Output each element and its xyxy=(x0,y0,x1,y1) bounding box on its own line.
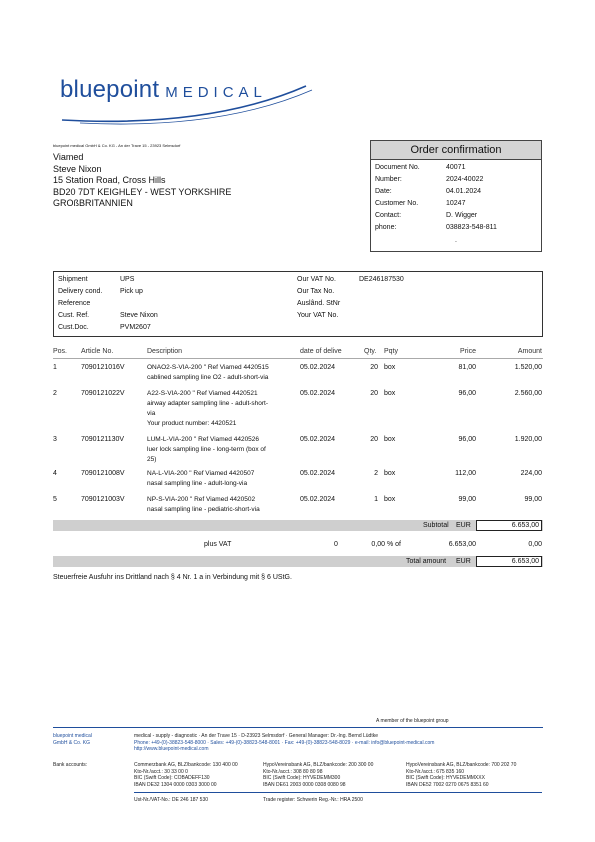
row-article: 7090121003V xyxy=(81,496,125,503)
desc-line: ONAO2-S-VIA-200 " Ref Viamed 4420515 xyxy=(147,364,269,371)
company-line: GmbH & Co. KG xyxy=(53,739,90,746)
footer-company xyxy=(53,733,92,746)
row-price: 96,00 xyxy=(458,436,476,443)
footer-web-link[interactable]: http://www.bluepoint-medical.com xyxy=(134,746,209,752)
row-description xyxy=(147,389,297,429)
row-date: 05.02.2024 xyxy=(300,470,336,477)
shipping-info-box xyxy=(53,271,543,337)
row-article: 7090121022V xyxy=(81,390,125,397)
header-divider xyxy=(53,358,543,359)
vat-code: 0 xyxy=(334,541,338,548)
bank-account-1 xyxy=(134,762,238,788)
bank-line: Kto-Nr./acct.: 30 33 00 0 xyxy=(134,768,188,775)
field-label: Document No. xyxy=(375,164,420,171)
row-description xyxy=(147,363,297,383)
row-unit: box xyxy=(384,390,396,397)
footer-contact xyxy=(134,733,434,753)
bank-line: Kto-Nr./acct.: 308 80 80 98 xyxy=(263,768,323,775)
field-label: Contact: xyxy=(375,212,402,219)
row-amount: 1.920,00 xyxy=(514,436,542,443)
bank-accounts-label: Bank accounts: xyxy=(53,762,88,768)
desc-line: Your product number: 4420521 xyxy=(147,420,237,427)
bank-account-2 xyxy=(263,762,373,788)
desc-line: NA-L-VIA-200 " Ref Viamed 4420507 xyxy=(147,470,255,477)
shipment-value: UPS xyxy=(120,276,135,283)
bank-line: HypoVereinsbank AG, BLZ/bankcode: 200 300 00 xyxy=(263,762,374,768)
bank-account-3 xyxy=(406,762,516,788)
row-amount: 99,00 xyxy=(524,496,542,503)
company-line: bluepoint medical xyxy=(53,733,92,739)
our-vat-value: DE246187530 xyxy=(359,276,404,283)
desc-line: airway adapter sampling line - adult-short- xyxy=(147,400,269,407)
order-field xyxy=(375,176,483,183)
desc-line: nasal sampling line - adult-long-via xyxy=(147,480,248,487)
shipment-label: Shipment xyxy=(58,276,88,283)
delivery-cond-value: Pick up xyxy=(120,288,143,295)
col-header-pqty: Pqty xyxy=(384,348,399,355)
recipient-address xyxy=(53,152,231,210)
row-qty: 20 xyxy=(370,364,378,371)
order-field xyxy=(375,224,497,231)
row-date: 05.02.2024 xyxy=(300,436,336,443)
row-description xyxy=(147,469,297,489)
delivery-cond-label: Delivery cond. xyxy=(58,288,103,295)
desc-line: luer lock sampling line - long-term (box of xyxy=(147,446,266,453)
row-unit: box xyxy=(384,470,396,477)
field-label: Number: xyxy=(375,176,402,183)
row-date: 05.02.2024 xyxy=(300,364,336,371)
bank-line: Kto-Nr./acct.: 675 835 160 xyxy=(406,768,465,775)
sender-line: bluepoint medical GmbH & Co. KG - An der Trave 15 - 23923 Selmsdorf xyxy=(53,143,181,148)
total-label: Total amount xyxy=(406,558,447,565)
field-value: 2024-40022 xyxy=(446,176,484,183)
row-qty: 20 xyxy=(370,436,378,443)
row-date: 05.02.2024 xyxy=(300,496,336,503)
field-value: 10247 xyxy=(446,200,466,207)
bank-line: BIC (Swift Code): COBADEFF130 xyxy=(134,775,210,781)
vat-label: plus VAT xyxy=(204,541,232,548)
desc-line: via xyxy=(147,410,156,417)
desc-line: cablined sampling line O2 - adult-short-via xyxy=(147,374,269,381)
row-pos: 1 xyxy=(53,364,57,371)
desc-line: LUM-L-VIA-200 " Ref Viamed 4420526 xyxy=(147,436,260,443)
col-header-pos: Pos. xyxy=(53,348,68,355)
row-description xyxy=(147,435,297,465)
field-value: 038823-548-811 xyxy=(446,224,497,231)
desc-line: NP-S-VIA-200 " Ref Viamed 4420502 xyxy=(147,496,256,503)
vat-rate: 0,00 % of xyxy=(371,541,401,548)
row-qty: 1 xyxy=(374,496,378,503)
col-header-qty: Qty. xyxy=(364,348,377,355)
cust-doc-value: PVM2607 xyxy=(120,324,151,331)
recipient-line: BD20 7DT KEIGHLEY - WEST YORKSHIRE xyxy=(53,186,232,197)
recipient-line: GROßBRITANNIEN xyxy=(53,198,133,208)
row-qty: 2 xyxy=(374,470,378,477)
subtotal-value: 6.653,00 xyxy=(476,520,542,531)
row-pos: 2 xyxy=(53,390,57,397)
desc-line: nasal sampling line - pediatric-short-via xyxy=(147,506,260,513)
company-logo xyxy=(60,76,320,126)
field-value: D. Wigger xyxy=(446,212,478,219)
brand-name: bluepoint xyxy=(60,76,160,103)
row-article: 7090121008V xyxy=(81,470,125,477)
row-amount: 224,00 xyxy=(520,470,542,477)
bank-line: IBAN DE32 1304 0000 0303 3000 00 xyxy=(134,781,217,788)
field-label: Customer No. xyxy=(375,200,419,207)
order-field xyxy=(375,188,481,195)
field-label: Date: xyxy=(375,188,392,195)
reference-label: Reference xyxy=(58,300,91,307)
bank-line: HypoVereinsbank AG, BLZ/bankcode: 700 202 70 xyxy=(406,762,517,768)
row-amount: 2.560,00 xyxy=(514,390,542,397)
row-pos: 3 xyxy=(53,436,57,443)
vat-amount: 0,00 xyxy=(528,541,542,548)
col-header-article: Article No. xyxy=(81,348,114,355)
row-unit: box xyxy=(384,496,396,503)
bank-line: BIC (Swift Code): HYVEDEMM300 xyxy=(263,775,341,781)
logo-text xyxy=(60,76,267,104)
cust-ref-label: Cust. Ref. xyxy=(58,312,90,319)
cust-ref-value: Steve Nixon xyxy=(120,312,158,319)
desc-line: 25) xyxy=(147,456,157,463)
bank-line: Commerzbank AG, BLZ/bankcode: 130 400 00 xyxy=(134,762,238,768)
our-tax-label: Our Tax No. xyxy=(297,288,335,295)
row-article: 7090121016V xyxy=(81,364,125,371)
field-value: 40071 xyxy=(446,164,466,171)
total-value: 6.653,00 xyxy=(476,556,542,567)
row-unit: box xyxy=(384,364,396,371)
subtotal-label: Subtotal xyxy=(423,522,449,529)
total-currency: EUR xyxy=(456,558,471,565)
order-field xyxy=(375,200,465,207)
row-price: 99,00 xyxy=(458,496,476,503)
field-value: 04.01.2024 xyxy=(446,188,482,195)
trade-register: Trade register: Schwerin Reg.-Nr.: HRA 2500 xyxy=(263,797,363,803)
row-pos: 4 xyxy=(53,470,57,477)
footer-phone: Phone: +49-(0)-38823-548-8000 · Sales: +49-(0)-38823-548-8001 · Fax: +49-(0)-38823-548-8029 · e-mail: info@bluepoint-medical.com xyxy=(134,739,435,746)
recipient-line: Viamed xyxy=(53,152,84,162)
row-article: 7090121130V xyxy=(81,436,125,443)
col-header-description: Description xyxy=(147,348,183,355)
bank-line: IBAN DE52 7002 0270 0675 8351 60 xyxy=(406,781,489,788)
tax-note: Steuerfreie Ausfuhr ins Drittland nach § 4 Nr. 1 a in Verbindung mit § 6 UStG. xyxy=(53,574,292,581)
row-qty: 20 xyxy=(370,390,378,397)
vat-base: 6.653,00 xyxy=(448,541,476,548)
footer-top-rule xyxy=(53,727,543,728)
group-membership: A member of the bluepoint group xyxy=(376,718,449,724)
row-unit: box xyxy=(384,436,396,443)
bank-line: IBAN DE61 2003 0000 0308 0080 98 xyxy=(263,781,346,788)
footer-address: medical - supply - diagnostic · An der Trave 15 · D-23923 Selmsdorf · General Manager: Dr.-Ing. Bernd Lüdtke xyxy=(134,733,379,739)
col-header-price: Price xyxy=(460,348,476,355)
order-field xyxy=(375,212,477,219)
col-header-amount: Amount xyxy=(517,348,542,355)
recipient-line: 15 Station Road, Cross Hills xyxy=(53,175,166,185)
subtotal-currency: EUR xyxy=(456,522,471,529)
vat-id: Ust-Nr./VAT-No.: DE 246 187 530 xyxy=(134,797,209,803)
order-confirmation-title: Order confirmation xyxy=(371,141,541,160)
cust-doc-label: Cust.Doc. xyxy=(58,324,89,331)
our-vat-label: Our VAT No. xyxy=(297,276,336,283)
field-label: phone: xyxy=(375,224,397,231)
row-amount: 1.520,00 xyxy=(514,364,542,371)
bank-line: BIC (Swift Code): HYVEDEMMXXX xyxy=(406,775,485,781)
order-field xyxy=(375,164,465,171)
row-description xyxy=(147,495,297,515)
col-header-date: date of delive xyxy=(300,348,342,355)
row-date: 05.02.2024 xyxy=(300,390,336,397)
footer-bottom-rule xyxy=(134,792,542,793)
row-price: 81,00 xyxy=(458,364,476,371)
desc-line: A22-S-VIA-200 " Ref Viamed 4420521 xyxy=(147,390,258,397)
row-price: 96,00 xyxy=(458,390,476,397)
order-confirmation-box xyxy=(370,140,542,252)
order-dot: . xyxy=(455,237,457,244)
recipient-line: Steve Nixon xyxy=(53,163,102,174)
row-price: 112,00 xyxy=(455,470,476,477)
row-pos: 5 xyxy=(53,496,57,503)
brand-suffix: MEDICAL xyxy=(165,84,267,101)
foreign-tax-label: Auslând. StNr xyxy=(297,300,341,307)
your-vat-label: Your VAT No. xyxy=(297,312,339,319)
